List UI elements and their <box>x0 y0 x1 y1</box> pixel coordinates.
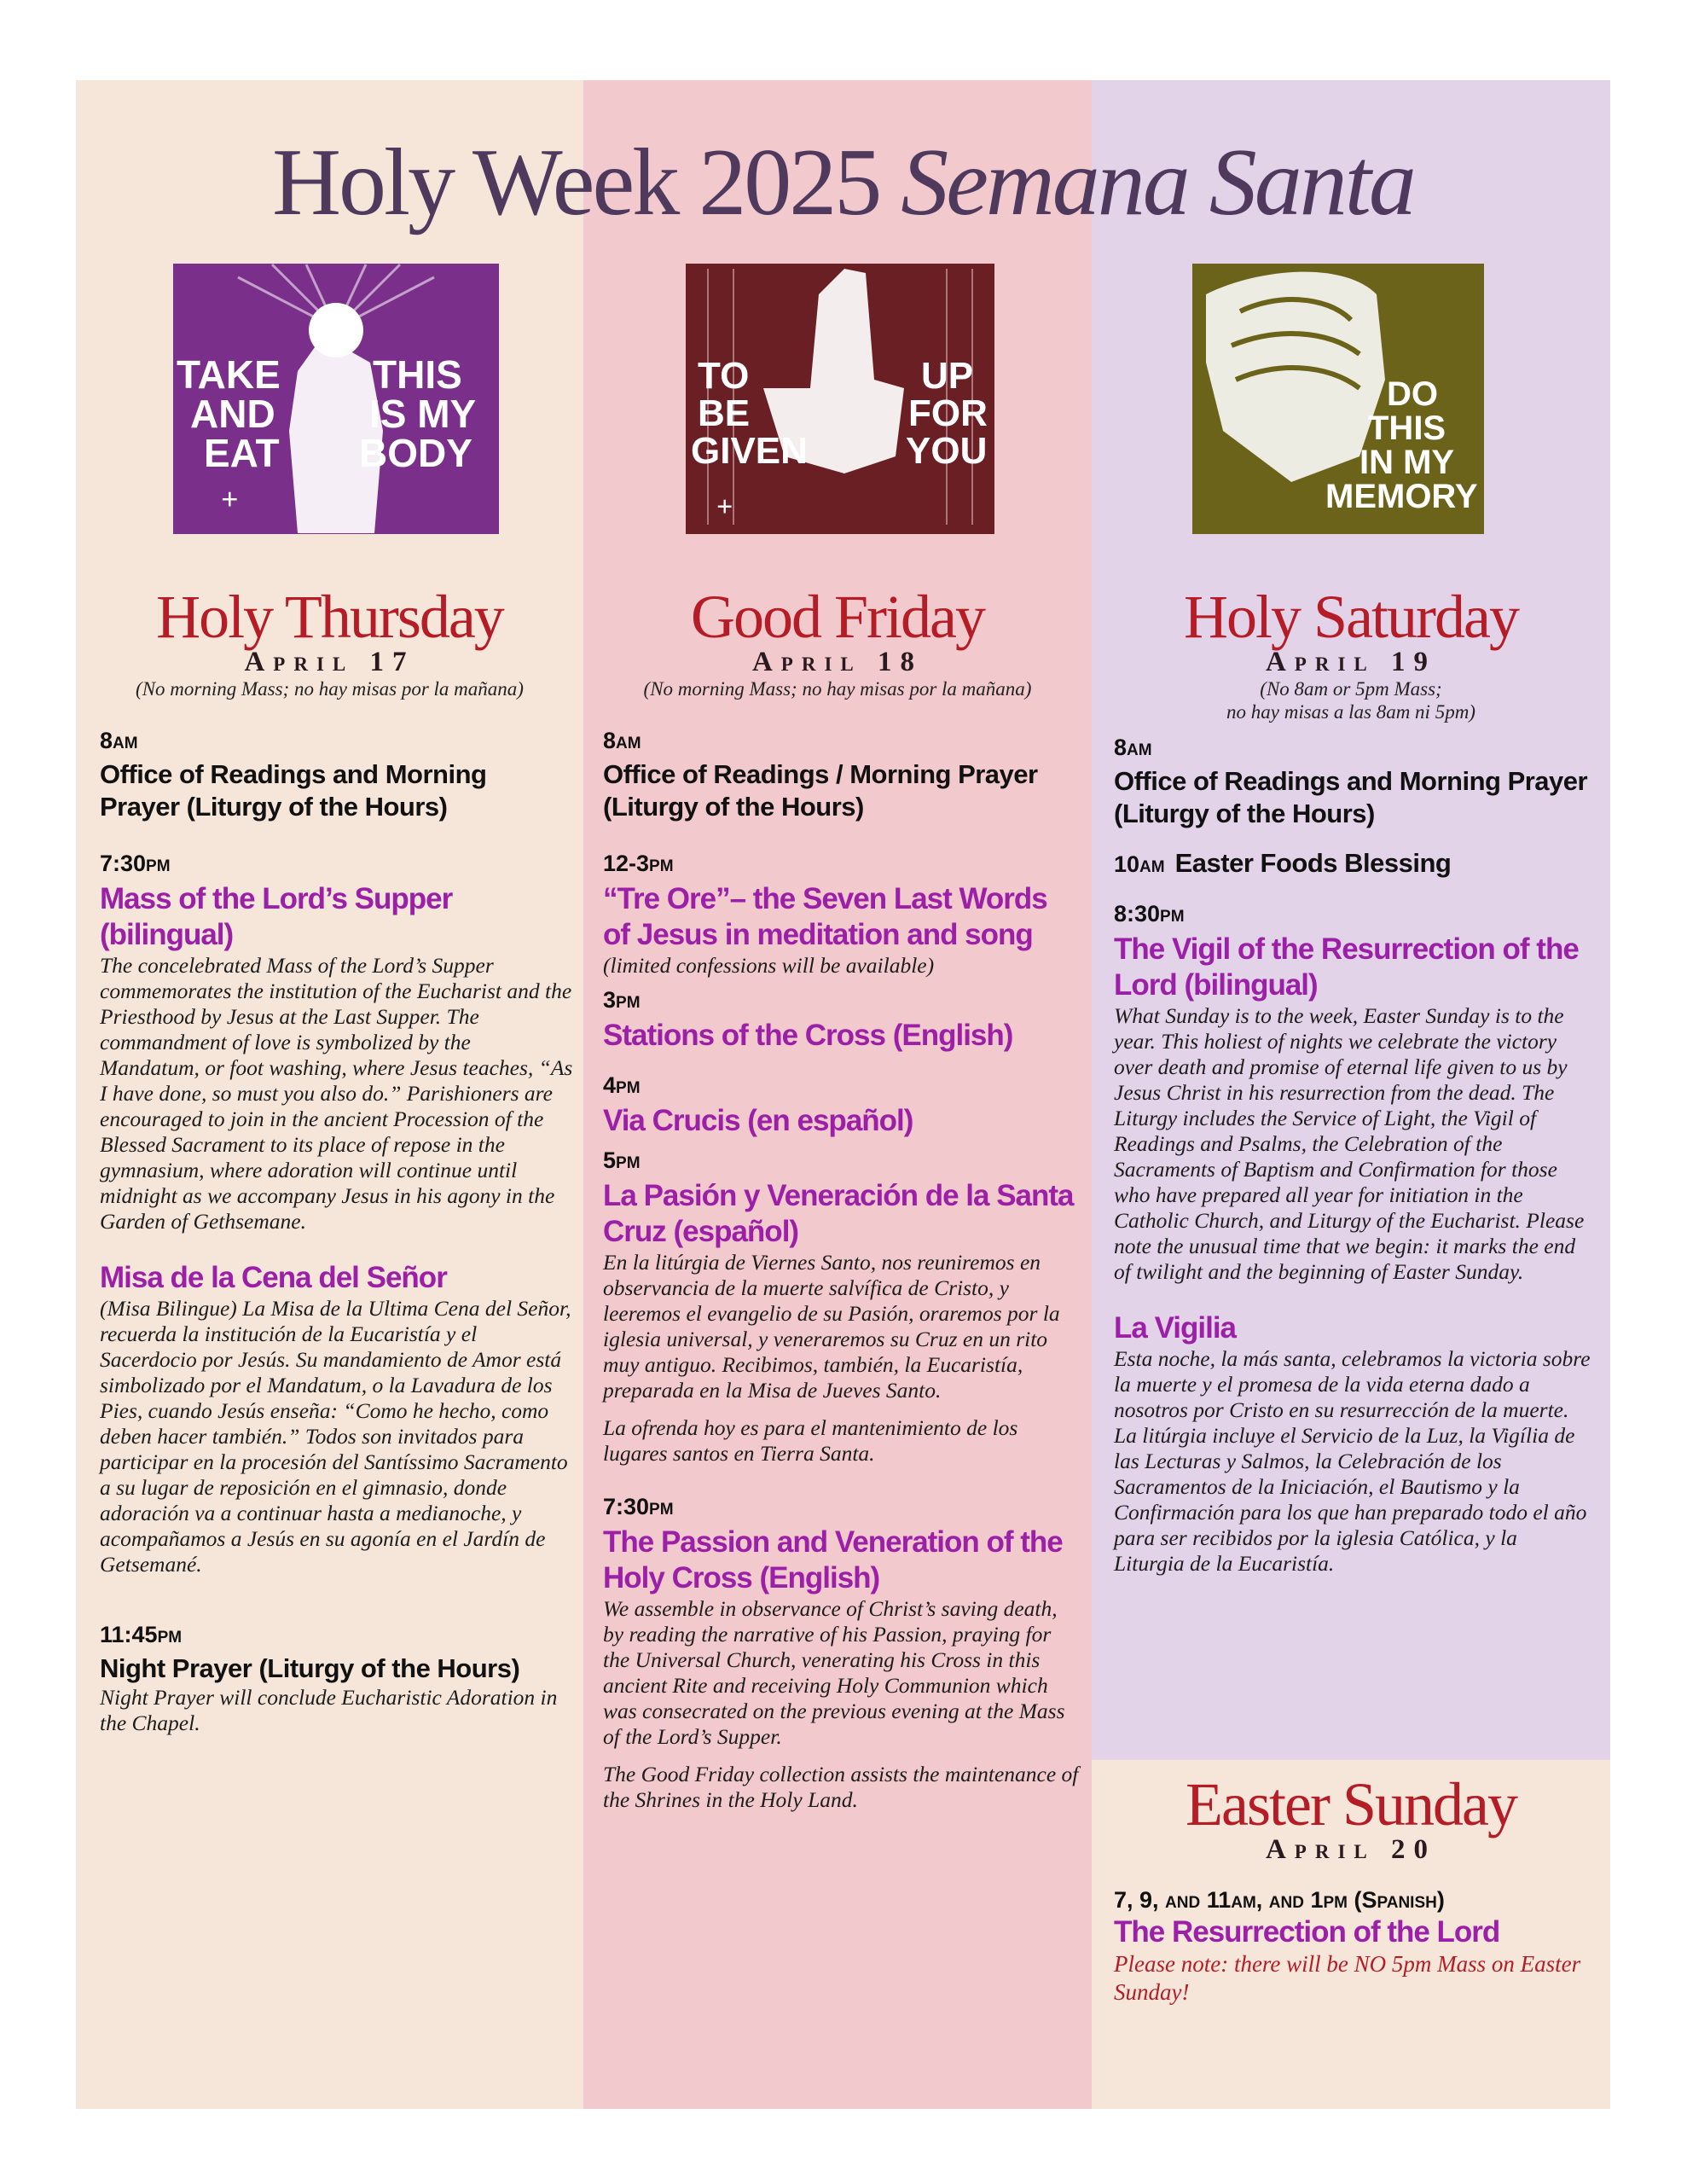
day-note: (No morning Mass; no hay misas por la mañana) <box>643 678 1032 700</box>
friday-schedule <box>603 726 1081 1813</box>
event-title: Mass of the Lord’s Supper (bilingual) <box>100 882 453 951</box>
art-text-left: TO BE GIVEN <box>691 355 808 472</box>
friday-header <box>583 583 1092 700</box>
easter-schedule <box>1114 1885 1591 2007</box>
thursday-schedule <box>100 726 573 1736</box>
day-title: Holy Thursday <box>156 583 503 651</box>
do-this-in-memory-artwork <box>1189 260 1487 537</box>
thursday-header <box>76 583 583 700</box>
event-title: Via Crucis (en español) <box>603 1104 913 1137</box>
event-title: Misa de la Cena del Señor <box>100 1261 447 1294</box>
event-title: Office of Readings and Morning Prayer (Liturgy of the Hours) <box>100 759 487 822</box>
day-title: Holy Saturday <box>1184 583 1518 651</box>
take-and-eat-artwork <box>170 260 502 537</box>
event-description: Esta noche, la más santa, celebramos la victoria sobre la muerte y el promesa de la vida eterna dado a nosotros por Cristo en su resurrección de la muerte. La litúrgia incluye el Servicio de la Luz, la Vigília de las Lecturas y Salmos, la Celebración de los Sacramentos de la Iniciación, el Bautismo y la Confirmación para los que han preparado todo el año para ser recibidos por la iglesia Católica, y la Liturgia de la Eucaristía. <box>1114 1346 1591 1576</box>
saturday-header <box>1092 583 1610 723</box>
event-time: 3PM <box>603 987 641 1013</box>
event-time: 7:30PM <box>603 1494 674 1519</box>
event-description: (Misa Bilingue) La Misa de la Ultima Cena del Señor, recuerda la institución de la Eucaristía y el Sacerdocio por Jesús. Su mandamiento de Amor está simbolizado por el Mandatum, o la Lavadura de los Pies, cuando Jesús enseña: “Como he hecho, como deben hacer también.” Todos son invitados para participar en la procesión del Santíssimo Sacramento a su lugar de reposición en el gimnasio, donde adoración va a continuar hasta a medianoche, y acompañamos a Jesús en su agonía en el Jardín de Getsemané. <box>100 1296 571 1577</box>
saturday-schedule <box>1114 733 1591 1577</box>
event-title: The Vigil of the Resurrection of the Lord (bilingual) <box>1114 932 1579 1002</box>
event-time: 11:45PM <box>100 1622 183 1647</box>
day-title: Easter Sunday <box>1186 1770 1516 1838</box>
event-description: We assemble in observance of Christ’s saving death, by reading the narrative of his Passion, praying for the Universal Church, venerating his Cross in this ancient Rite and receiving Holy Communion which was consecrated on the previous evening at the Mass of the Lord’s Supper. <box>603 1596 1065 1749</box>
event-title: Stations of the Cross (English) <box>603 1019 1013 1052</box>
event-note: The Good Friday collection assists the maintenance of the Shrines in the Holy Land. <box>603 1762 1079 1812</box>
day-date: April 19 <box>1265 647 1437 677</box>
event-description: What Sunday is to the week, Easter Sunday is to the year. This holiest of nights we celebrate the victory over death and promise of eternal life given to us by Jesus Christ in his resurrection from the dead. The Liturgy includes the Service of Light, the Vigil of Readings and Psalms, the Celebration of the Sacraments of Baptism and Confirmation for those who have prepared all year for initiation in the Catholic Church, and Liturgy of the Eucharist. Please note the unusual time that we begin: it marks the end of twilight and the beginning of Easter Sunday. <box>1114 1003 1585 1284</box>
event-time: 8AM <box>1114 735 1152 760</box>
art-text-right: DO THIS IN MY MEMORY <box>1325 375 1478 515</box>
event-title: The Resurrection of the Lord <box>1114 1915 1500 1949</box>
page-title: Holy Week 2025 Semana Santa <box>272 130 1414 235</box>
event-note: La ofrenda hoy es para el mantenimiento de los lugares santos en Tierra Santa. <box>603 1415 1018 1466</box>
day-note: (No morning Mass; no hay misas por la mañana) <box>136 678 524 700</box>
event-time: 7, 9, and 11am, and 1pm (Spanish) <box>1114 1887 1445 1913</box>
event-row <box>1114 847 1591 882</box>
easter-header <box>1092 1770 1610 1865</box>
event-time: 7:30PM <box>100 851 171 876</box>
event-title: Office of Readings / Morning Prayer (Liturgy of the Hours) <box>603 759 1038 822</box>
day-date: April 20 <box>1265 1834 1437 1865</box>
event-time: 4PM <box>603 1072 641 1098</box>
day-note-line1: (No 8am or 5pm Mass; <box>1260 678 1442 700</box>
event-description: Night Prayer will conclude Eucharistic Adoration in the Chapel. <box>100 1685 558 1735</box>
event-title: Night Prayer (Liturgy of the Hours) <box>100 1653 520 1683</box>
art-text-right: THIS IS MY BODY <box>359 352 477 475</box>
to-be-given-artwork <box>682 260 998 537</box>
event-title: La Pasión y Veneración de la Santa Cruz (español) <box>603 1179 1074 1248</box>
day-date: April 17 <box>244 647 415 677</box>
event-title: Office of Readings and Morning Prayer (Liturgy of the Hours) <box>1114 766 1588 828</box>
event-description: The concelebrated Mass of the Lord’s Supper commemorates the institution of the Eucharist and the Priesthood by Jesus at the Last Supper. The commandment of love is symbolized by the Mandatum, or foot washing, where Jesus teaches, “As I have done, so must you also do.” Parishioners are encouraged to join in the ancient Procession of the Blessed Sacrament to its place of repose in the gymnasium, where adoration will continue until midnight as we accompany Jesus in his agony in the Garden of Gethsemane. <box>100 953 573 1234</box>
event-title: Easter Foods Blessing <box>1174 848 1452 878</box>
event-note: Please note: there will be NO 5pm Mass on Easter Sunday! <box>1114 1951 1581 2005</box>
svg-text:+: + <box>221 482 239 516</box>
event-time: 8AM <box>100 728 138 753</box>
event-title: The Passion and Veneration of the Holy Cross (English) <box>603 1525 1063 1594</box>
svg-text:+: + <box>716 491 733 523</box>
event-title: “Tre Ore”– the Seven Last Words of Jesus in meditation and song <box>603 882 1047 951</box>
art-text-right: UP FOR YOU <box>906 355 988 472</box>
day-note-line2: no hay misas a las 8am ni 5pm) <box>1226 701 1475 723</box>
event-time: 5PM <box>603 1147 641 1173</box>
day-title: Good Friday <box>691 583 984 651</box>
art-text-left: TAKE AND EAT <box>177 352 281 475</box>
event-description: En la litúrgia de Viernes Santo, nos reuniremos en observancia de la muerte salvífica de Cristo, y leeremos el evangelio de su Pasión, oraremos por la iglesia universal, y veneraremos su Cruz en un rito muy antiguo. Recibimos, también, la Eucaristía, preparada en la Misa de Jueves Santo. <box>603 1250 1060 1403</box>
event-time: 10AM <box>1114 851 1165 877</box>
day-date: April 18 <box>751 647 924 677</box>
event-description: (limited confessions will be available) <box>603 953 935 978</box>
event-title: La Vigilia <box>1114 1311 1237 1345</box>
event-time: 8:30PM <box>1114 901 1185 926</box>
event-time: 12-3PM <box>603 851 674 876</box>
event-time: 8AM <box>603 728 641 753</box>
